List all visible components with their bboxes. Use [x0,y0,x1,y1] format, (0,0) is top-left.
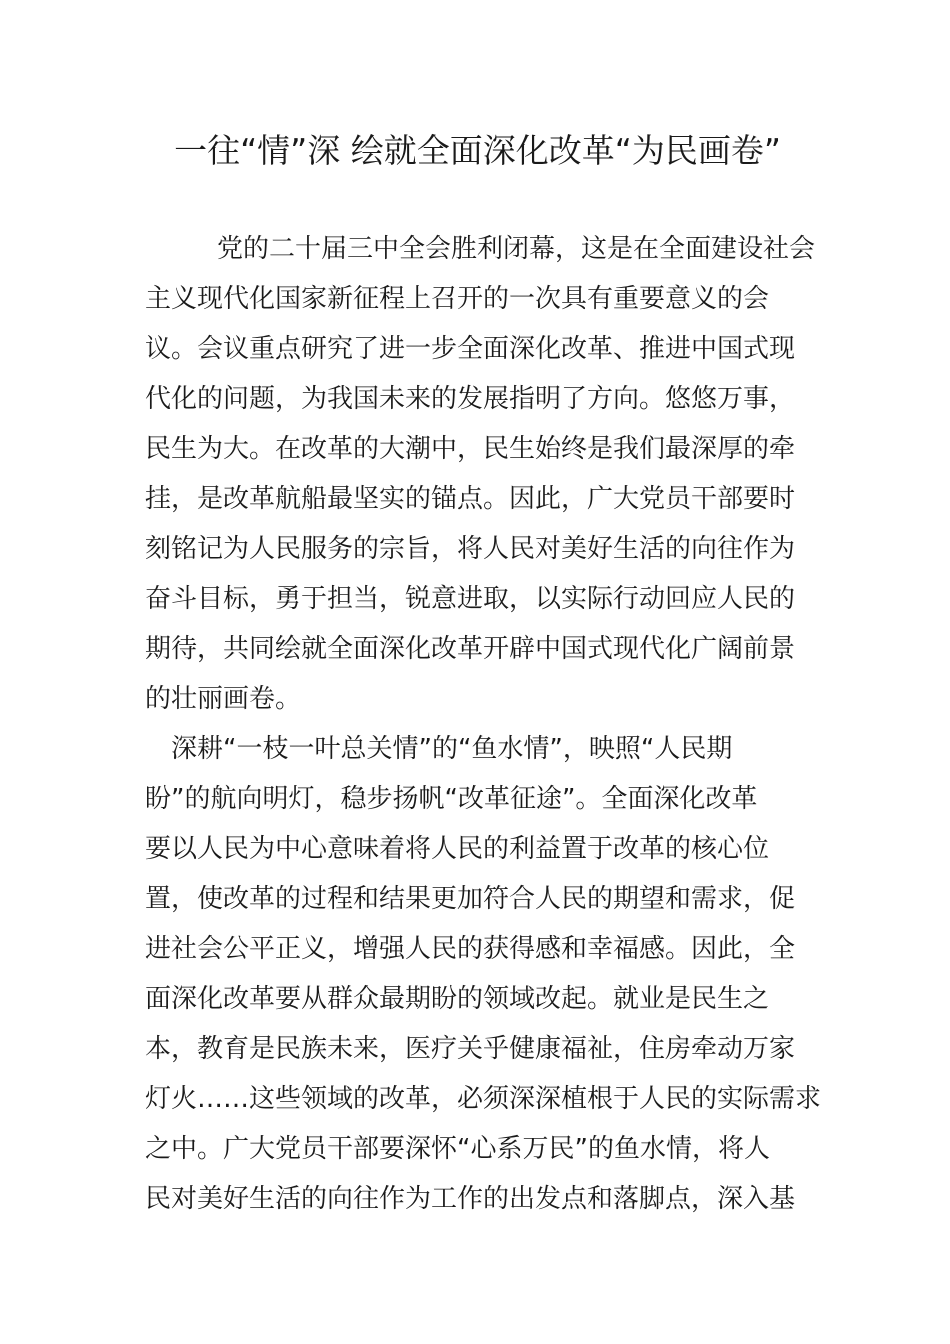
paragraph-line: 民生为大。在改革的大潮中，民生始终是我们最深厚的牵 [145,434,796,464]
paragraph-line: 面深化改革要从群众最期盼的领域改起。就业是民生之 [145,984,770,1014]
document-title: 一往“情”深 绘就全面深化改革“为民画卷” [174,131,781,170]
paragraph-line: 深耕“一枝一叶总关情”的“鱼水情”，映照“人民期 [171,734,733,764]
paragraph-line: 党的二十届三中全会胜利闭幕，这是在全面建设社会 [217,234,816,264]
paragraph-line: 的壮丽画卷。 [145,684,302,714]
paragraph-line: 本，教育是民族未来，医疗关乎健康福祉，住房牵动万家 [145,1034,796,1064]
paragraph-line: 民对美好生活的向往作为工作的出发点和落脚点，深入基 [145,1184,796,1214]
paragraph-line: 期待，共同绘就全面深化改革开辟中国式现代化广阔前景 [145,634,796,664]
paragraph-line: 置，使改革的过程和结果更加符合人民的期望和需求，促 [145,884,796,914]
paragraph-line: 挂，是改革航船最坚实的锚点。因此，广大党员干部要时 [145,484,796,514]
paragraph-line: 要以人民为中心意味着将人民的利益置于改革的核心位 [145,834,770,864]
paragraph-line: 奋斗目标，勇于担当，锐意进取，以实际行动回应人民的 [145,584,796,614]
paragraph-line: 之中。广大党员干部要深怀“心系万民”的鱼水情，将人 [145,1134,770,1164]
paragraph-line: 代化的问题，为我国未来的发展指明了方向。悠悠万事， [145,384,796,414]
paragraph-line: 主义现代化国家新征程上召开的一次具有重要意义的会 [145,284,770,314]
paragraph-line: 刻铭记为人民服务的宗旨，将人民对美好生活的向往作为 [145,534,796,564]
paragraph-line: 进社会公平正义，增强人民的获得感和幸福感。因此，全 [145,934,796,964]
paragraph-line: 议。会议重点研究了进一步全面深化改革、推进中国式现 [145,334,796,364]
paragraph-line: 盼”的航向明灯，稳步扬帆“改革征途”。全面深化改革 [145,784,758,814]
paragraph-line: 灯火……这些领域的改革，必须深深植根于人民的实际需求 [145,1084,822,1114]
